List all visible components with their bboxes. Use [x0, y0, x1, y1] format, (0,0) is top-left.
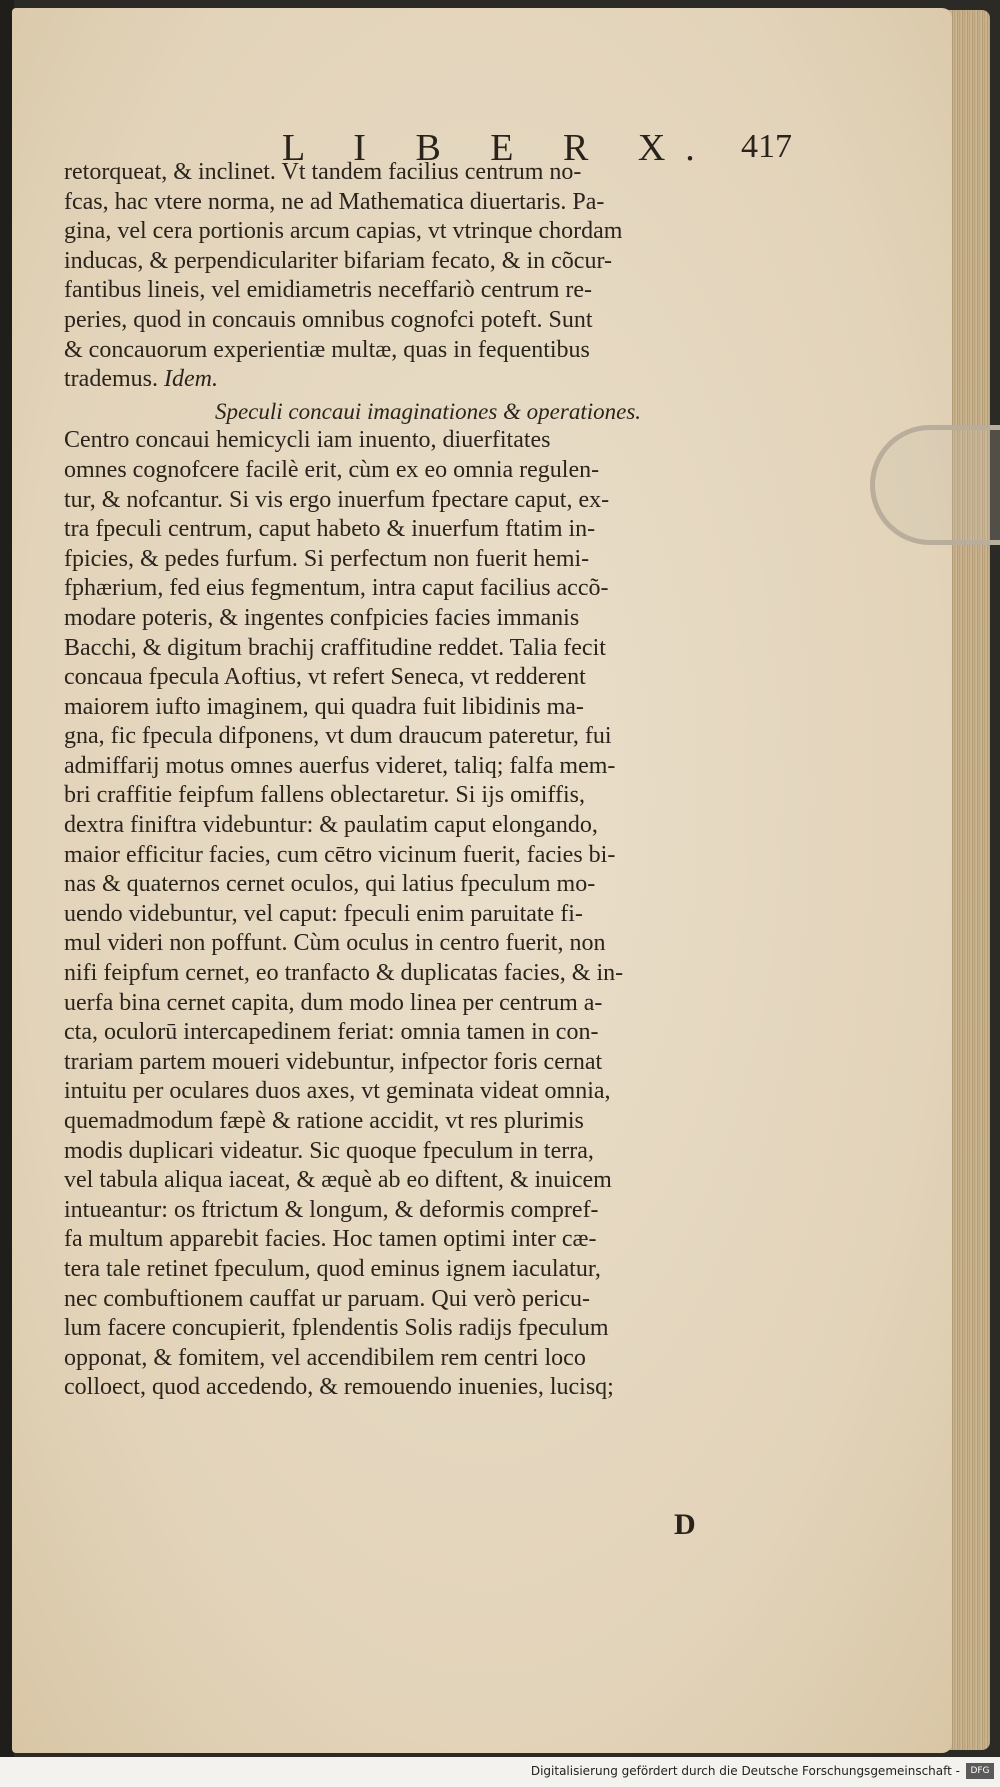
- body-line: fpicies, & pedes furfum. Si perfectum non fuerit hemi-: [64, 545, 590, 572]
- body-line: intueantur: os ftrictum & longum, & deformis compref-: [64, 1196, 599, 1223]
- body-line: maior efficitur facies, cum cētro vicinum fuerit, facies bi-: [64, 841, 616, 868]
- body-line: mul videri non poffunt. Cùm oculus in centro fuerit, non: [64, 930, 606, 957]
- body-line: fphærium, fed eius fegmentum, intra caput facilius accõ-: [64, 575, 609, 602]
- body-line: nifi feipfum cernet, eo tranfacto & duplicatas facies, & in-: [64, 960, 624, 987]
- page-number: 417: [741, 128, 792, 165]
- signature-mark: D: [674, 1508, 696, 1541]
- body-line: modare poteris, & ingentes confpicies facies immanis: [64, 604, 580, 631]
- body-line: tera tale retinet fpeculum, quod eminus ignem iaculatur,: [64, 1255, 601, 1282]
- body-line: vel tabula aliqua iaceat, & æquè ab eo diftent, & inuicem: [64, 1167, 612, 1194]
- body-line: nec combuftionem cauffat ur paruam. Qui verò pericu-: [64, 1285, 591, 1312]
- body-line: fantibus lineis, vel emidiametris neceffariò centrum re-: [64, 277, 593, 304]
- body-line: tur, & nofcantur. Si vis ergo inuerfum fpectare caput, ex-: [64, 486, 610, 513]
- body-line: tra fpeculi centrum, caput habeto & inuerfum ftatim in-: [64, 516, 596, 543]
- body-line: Bacchi, & digitum brachij craffitudine reddet. Talia fecit: [64, 634, 606, 661]
- paragraph-1-end: [64, 365, 792, 395]
- body-line: peries, quod in concauis omnibus cognofci poteft. Sunt: [64, 306, 593, 333]
- body-line: retorqueat, & inclinet. Vt tandem facilius centrum no-: [64, 159, 582, 185]
- body-line: maiorem iufto imaginem, qui quadra fuit libidinis ma-: [64, 693, 584, 720]
- digitization-footer: [0, 1757, 1000, 1787]
- paragraph-1: [64, 158, 792, 365]
- section-heading: Speculi concaui imaginationes & operationes.: [214, 398, 642, 424]
- book-page: [12, 8, 952, 1753]
- body-line: & concauorum experientiæ multæ, quas in fequentibus: [64, 336, 590, 363]
- body-line: uendo videbuntur, vel caput: fpeculi enim paruitate fi-: [64, 900, 583, 927]
- body-line: fa multum apparebit facies. Hoc tamen optimi inter cæ-: [64, 1226, 597, 1253]
- body-line: uerfa bina cernet capita, dum modo linea per centrum a-: [64, 989, 603, 1016]
- body-line: lum facere concupierit, fplendentis Solis radijs fpeculum: [64, 1315, 609, 1342]
- body-line: fcas, hac vtere norma, ne ad Mathematica diuertaris. Pa-: [64, 188, 605, 215]
- body-line: cta, oculorū intercapedinem feriat: omnia tamen in con-: [64, 1019, 599, 1046]
- body-line: omnes cognofcere facilè erit, cùm ex eo omnia regulen-: [64, 456, 600, 483]
- body-line: bri craffitie feipfum fallens oblectaretur. Si ijs omiffis,: [64, 782, 585, 809]
- body-line: modis duplicari videatur. Sic quoque fpeculum in terra,: [64, 1137, 594, 1164]
- body-line: dextra finiftra videbuntur: & paulatim caput elongando,: [64, 812, 598, 839]
- attribution-idem: Idem.: [163, 366, 218, 393]
- page-edges: [948, 10, 990, 1750]
- dfg-logo-badge: DFG: [966, 1763, 994, 1779]
- body-line: opponat, & fomitem, vel accendibilem rem centri loco: [64, 1344, 586, 1371]
- body-line: inducas, & perpendiculariter bifariam fecato, & in cõcur-: [64, 247, 612, 274]
- body-line: gna, fic fpecula difponens, vt dum draucum pateretur, fui: [64, 723, 612, 750]
- body-line: Centro concaui hemicycli iam inuento, diuerfitates: [64, 427, 551, 454]
- body-line: concaua fpecula Aoftius, vt refert Seneca, vt redderent: [64, 664, 586, 691]
- running-title: L I B E R X.: [282, 127, 715, 169]
- body-line: quemadmodum fæpè & ratione accidit, vt res plurimis: [64, 1108, 584, 1134]
- bookmark-ribbon: [870, 425, 1000, 545]
- body-line: colloect, quod accedendo, & remouendo inuenies, lucisq;: [64, 1374, 614, 1401]
- body-line: trademus.: [64, 366, 158, 393]
- body-line: gina, vel cera portionis arcum capias, vt vtrinque chordam: [64, 218, 623, 245]
- footer-credit: Digitalisierung gefördert durch die Deutsche Forschungsgemeinschaft -: [530, 1764, 960, 1778]
- body-text: [64, 158, 792, 1401]
- paragraph-2: [64, 426, 792, 1403]
- body-line: admiffarij motus omnes auerfus videret, taliq; falfa mem-: [64, 752, 616, 779]
- body-line: intuitu per oculares duos axes, vt geminata videat omnia,: [64, 1078, 611, 1105]
- body-line: nas & quaternos cernet oculos, qui latius fpeculum mo-: [64, 871, 596, 898]
- body-line: trariam partem moueri videbuntur, infpector foris cernat: [64, 1048, 603, 1075]
